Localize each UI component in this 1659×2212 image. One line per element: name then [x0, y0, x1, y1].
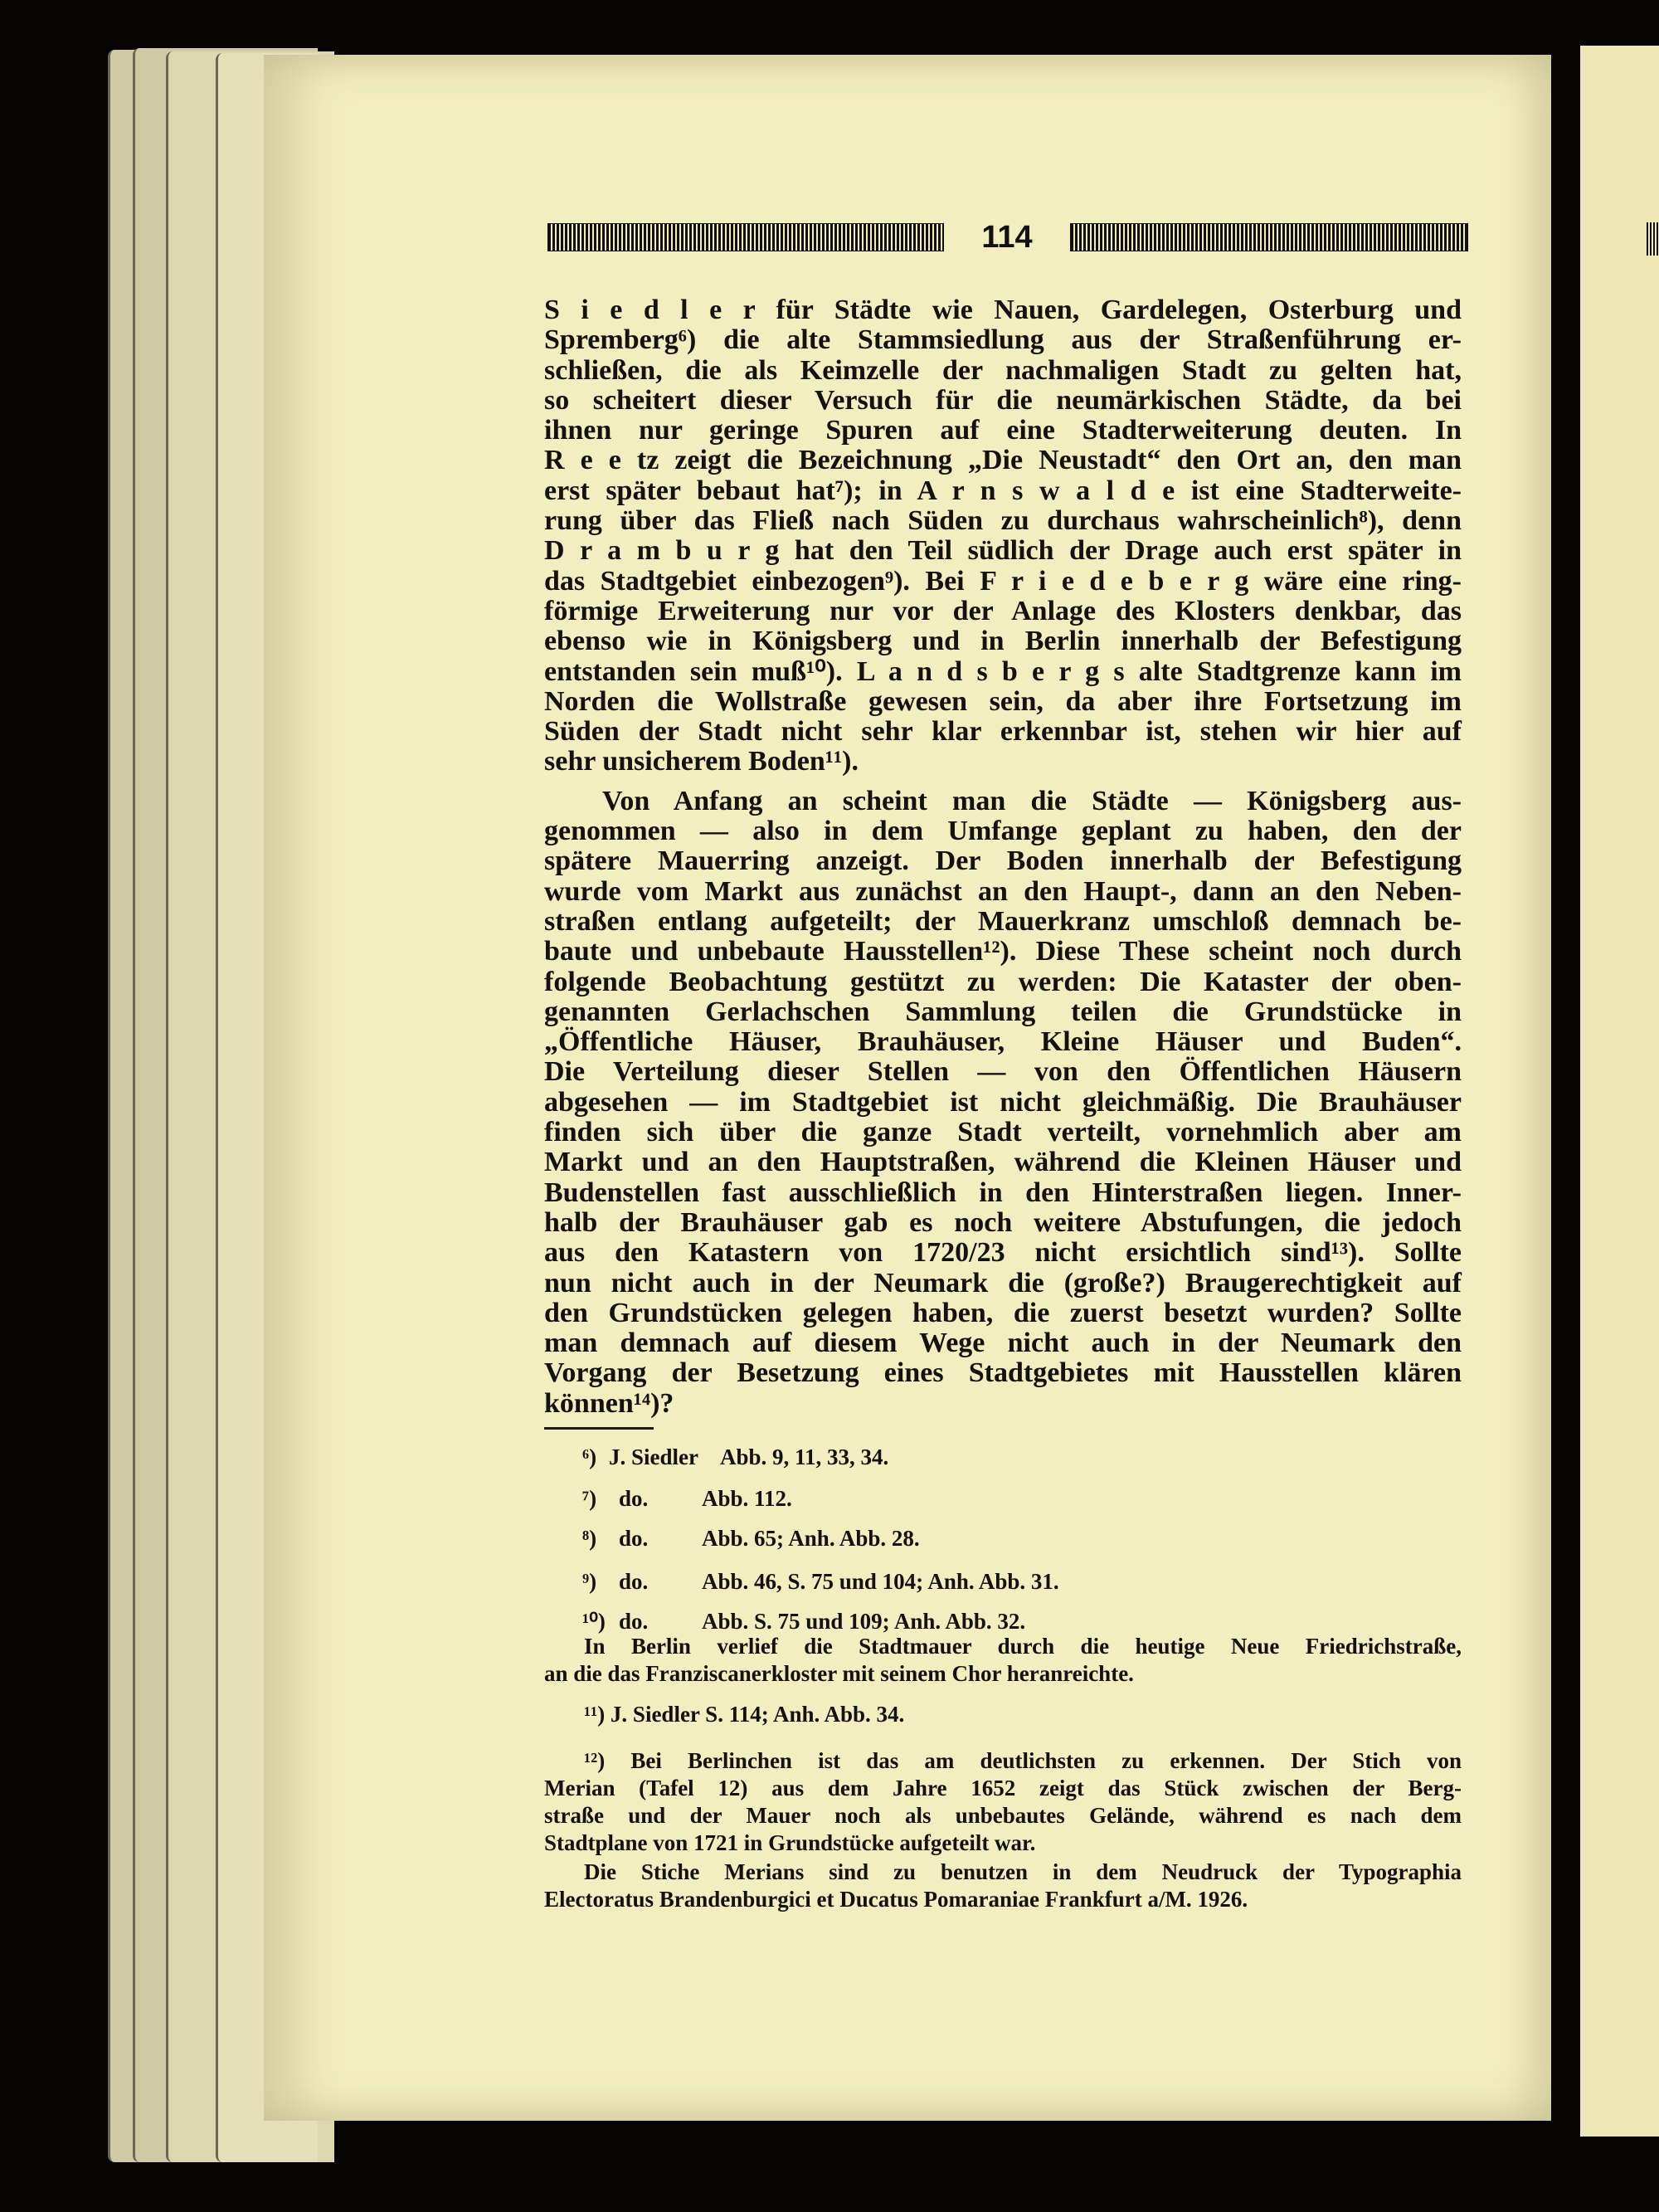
- text-line: halb der Brauhäuser gab es noch weitere Abstufungen, die jedoch: [544, 1206, 1462, 1238]
- text-line: Budenstellen fast ausschließlich in den Hinterstraßen liegen. Inner-: [544, 1177, 1462, 1208]
- facing-page-header-bar: [1647, 222, 1659, 256]
- text-line: können¹⁴)?: [544, 1387, 674, 1419]
- header-ornament-bar-right: [1070, 223, 1468, 251]
- footnote: [544, 1525, 1462, 1552]
- footnote-line: ¹¹) J. Siedler S. 114; Anh. Abb. 34.: [584, 1702, 905, 1727]
- footnote-reference: Abb. 65; Anh. Abb. 28.: [702, 1526, 920, 1551]
- footnote-12: [544, 1747, 1462, 1857]
- text-line: abgesehen — im Stadtgebiet ist nicht gleichmäßig. Die Brauhäuser: [544, 1086, 1462, 1118]
- footnote-line: Die Stiche Merians sind zu benutzen in dem Neudruck der Typographia: [584, 1859, 1462, 1884]
- text-line: förmige Erweiterung nur vor der Anlage des Klosters denkbar, das: [544, 595, 1462, 626]
- text-line: man demnach auf diesem Wege nicht auch in der Neumark den: [544, 1328, 1462, 1359]
- text-line: finden sich über die ganze Stadt verteilt, vornehmlich aber am: [544, 1117, 1462, 1148]
- text-line: D r a m b u r g hat den Teil südlich der Drage auch erst später in: [544, 535, 1462, 567]
- text-line: Markt und an den Hauptstraßen, während die Kleinen Häuser und: [544, 1147, 1462, 1178]
- text-line: schließen, die als Keimzelle der nachmaligen Stadt zu gelten hat,: [544, 354, 1462, 386]
- text-line: genommen — also in dem Umfange geplant zu haben, den der: [544, 816, 1462, 847]
- footnote-author: do.: [619, 1526, 649, 1551]
- footnote: [544, 1485, 1462, 1513]
- text-line: rung über das Fließ nach Süden zu durchaus wahrscheinlich⁸), denn: [544, 505, 1462, 537]
- footnote-12-continuation: [544, 1859, 1462, 1913]
- text-line: ihnen nur geringe Spuren auf eine Stadterweiterung deuten. In: [544, 415, 1462, 446]
- footnote-reference: Abb. 9, 11, 33, 34.: [720, 1445, 889, 1469]
- text-line: spätere Mauerring anzeigt. Der Boden innerhalb der Befestigung: [544, 845, 1462, 877]
- text-line: Von Anfang an scheint man die Städte — Königsberg aus-: [602, 785, 1462, 816]
- footnote-author: do.: [619, 1609, 649, 1634]
- paragraph: [544, 787, 1462, 1419]
- footnote-author: J. Siedler: [609, 1445, 698, 1469]
- text-line: Süden der Stadt nicht sehr klar erkennbar ist, stehen wir hier auf: [544, 716, 1462, 748]
- text-line: erst später bebaut hat⁷); in A r n s w a l d e ist eine Stadterweite-: [544, 475, 1462, 506]
- footnote-reference: Abb. 46, S. 75 und 104; Anh. Abb. 31.: [702, 1569, 1059, 1594]
- footnote-reference: Abb. 112.: [702, 1486, 792, 1511]
- text-line: das Stadtgebiet einbezogen⁹). Bei F r i e d e b e r g wäre eine ring-: [544, 565, 1462, 597]
- text-line: so scheitert dieser Versuch für die neumärkischen Städte, da bei: [544, 384, 1462, 416]
- footnote-mark: ⁶): [582, 1445, 597, 1469]
- footnote-line: ¹²) Bei Berlinchen ist das am deutlichsten zu erkennen. Der Stich von: [584, 1748, 1462, 1773]
- footnote-reference: Abb. S. 75 und 109; Anh. Abb. 32.: [702, 1609, 1026, 1634]
- text-line: entstanden sein muß¹⁰). L a n d s b e r g s alte Stadtgrenze kann im: [544, 655, 1462, 687]
- text-line: Norden die Wollstraße gewesen sein, da aber ihre Fortsetzung im: [544, 685, 1462, 717]
- footnote-mark: ⁸): [582, 1526, 597, 1551]
- text-line: Vorgang der Besetzung eines Stadtgebietes mit Hausstellen klären: [544, 1357, 1462, 1389]
- page-number: 114: [981, 220, 1033, 255]
- text-line: baute und unbebaute Hausstellen¹²). Diese These scheint noch durch: [544, 936, 1462, 967]
- footnote: [544, 1608, 1462, 1635]
- text-line: aus den Katastern von 1720/23 nicht ersichtlich sind¹³). Sollte: [544, 1237, 1462, 1269]
- footnote-mark: ⁹): [582, 1569, 597, 1594]
- footnote-line: straße und der Mauer noch als unbebautes Gelände, während es nach dem: [544, 1803, 1462, 1828]
- text-line: „Öffentliche Häuser, Brauhäuser, Kleine Häuser und Buden“.: [544, 1026, 1462, 1058]
- footnote-10-continuation: [544, 1633, 1462, 1688]
- text-line: S i e d l e r für Städte wie Nauen, Gardelegen, Osterburg und: [544, 295, 1462, 325]
- main-text: [544, 295, 1462, 1428]
- footnote-line: Stadtplane von 1721 in Grundstücke aufgeteilt war.: [544, 1830, 1036, 1855]
- text-line: ebenso wie in Königsberg und in Berlin innerhalb der Befestigung: [544, 626, 1462, 657]
- paragraph: [544, 295, 1462, 777]
- facing-page-edge: [1580, 46, 1659, 2136]
- text-line: R e e tz zeigt die Bezeichnung „Die Neustadt“ den Ort an, den man: [544, 445, 1462, 476]
- footnote-separator: [544, 1427, 654, 1430]
- text-line: wurde vom Markt aus zunächst an den Haupt-, dann an den Neben-: [544, 875, 1462, 907]
- footnote-mark: ⁷): [582, 1486, 597, 1511]
- footnote: [544, 1444, 1462, 1471]
- footnote-11: [544, 1701, 1462, 1728]
- header-ornament-bar-left: [547, 223, 944, 251]
- text-line: nun nicht auch in der Neumark die (große?) Braugerechtigkeit auf: [544, 1267, 1462, 1298]
- footnote-line: an die das Franziscanerkloster mit seinem Chor heranreichte.: [544, 1661, 1134, 1686]
- footnote-author: do.: [619, 1486, 649, 1511]
- footnote-line: In Berlin verlief die Stadtmauer durch die heutige Neue Friedrichstraße,: [584, 1634, 1462, 1659]
- text-line: den Grundstücken gelegen haben, die zuerst besetzt wurden? Sollte: [544, 1297, 1462, 1328]
- footnote-mark: ¹⁰): [582, 1609, 606, 1634]
- footnote-author: do.: [619, 1569, 649, 1594]
- text-line: straßen entlang aufgeteilt; der Mauerkranz umschloß demnach be-: [544, 905, 1462, 937]
- text-line: sehr unsicherem Boden¹¹).: [544, 746, 859, 777]
- text-line: genannten Gerlachschen Sammlung teilen die Grundstücke in: [544, 996, 1462, 1027]
- page-header: [547, 220, 1468, 256]
- text-line: folgende Beobachtung gestützt zu werden: Die Kataster der oben-: [544, 966, 1462, 997]
- footnote: [544, 1568, 1462, 1596]
- text-line: Die Verteilung dieser Stellen — von den Öffentlichen Häusern: [544, 1056, 1462, 1088]
- footnote-line: Merian (Tafel 12) aus dem Jahre 1652 zeigt das Stück zwischen der Berg-: [544, 1776, 1462, 1800]
- footnote-line: Electoratus Brandenburgici et Ducatus Pomaraniae Frankfurt a/M. 1926.: [544, 1887, 1248, 1912]
- text-line: Spremberg⁶) die alte Stammsiedlung aus der Straßenführung er-: [544, 324, 1462, 356]
